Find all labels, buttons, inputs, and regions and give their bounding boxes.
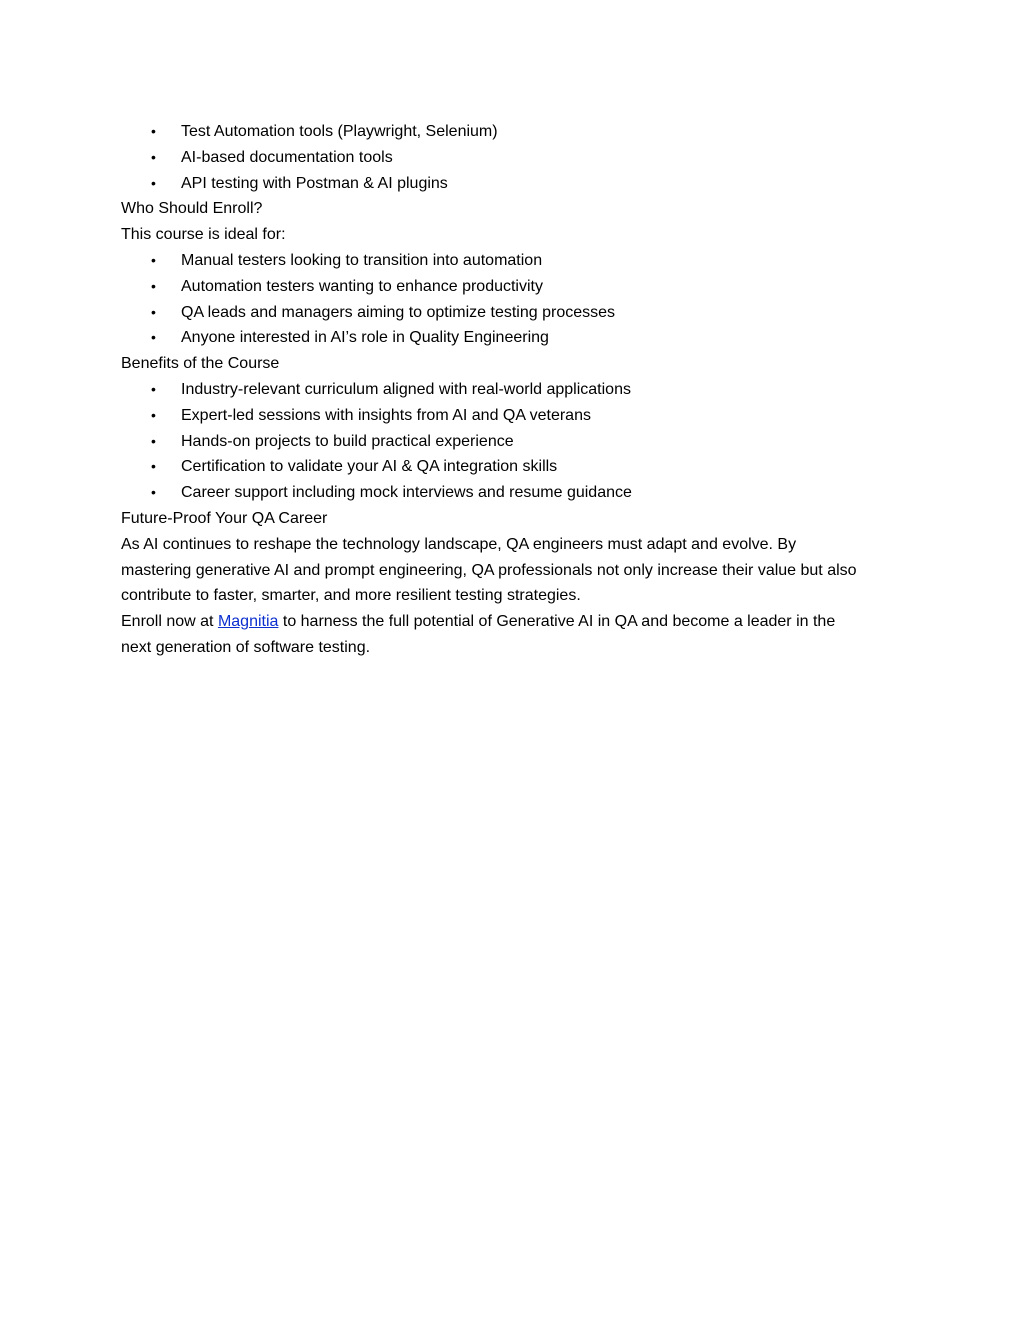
- list-item-text: Career support including mock interviews and resume guidance: [181, 484, 632, 502]
- list-item-text: Industry-relevant curriculum aligned with real-world applications: [181, 380, 631, 398]
- list-item: [121, 274, 911, 300]
- enroll-line-1: [121, 609, 911, 635]
- list-item-text: AI-based documentation tools: [181, 148, 393, 166]
- document-content: [121, 119, 911, 661]
- bullet-icon: •: [151, 458, 156, 475]
- list-item: [121, 480, 911, 506]
- list-item: [121, 325, 911, 351]
- future-text-line-3: contribute to faster, smarter, and more resilient testing strategies.: [121, 587, 581, 605]
- magnitia-link[interactable]: Magnitia: [217, 613, 279, 631]
- list-item: [121, 119, 911, 145]
- list-item: [121, 248, 911, 274]
- benefits-heading: Benefits of the Course: [121, 355, 280, 373]
- list-item-text: Automation testers wanting to enhance productivity: [181, 277, 543, 295]
- bullet-icon: •: [151, 277, 156, 294]
- benefits-list: [121, 377, 911, 506]
- list-item-text: Anyone interested in AI’s role in Quality Engineering: [181, 329, 549, 347]
- list-item: [121, 403, 911, 429]
- list-item: [121, 377, 911, 403]
- future-heading: Future-Proof Your QA Career: [121, 509, 328, 527]
- bullet-icon: •: [151, 303, 156, 320]
- enroll-suffix: to harness the full potential of Generative AI in QA and become a leader in the: [278, 613, 836, 631]
- list-item-text: Expert-led sessions with insights from AI and QA veterans: [181, 406, 591, 424]
- bullet-icon: •: [151, 174, 156, 191]
- list-item: [121, 300, 911, 326]
- list-item-text: QA leads and managers aiming to optimize testing processes: [181, 303, 616, 321]
- list-item: [121, 454, 911, 480]
- bullet-icon: •: [151, 251, 156, 268]
- list-item-text: API testing with Postman & AI plugins: [181, 174, 448, 192]
- bullet-icon: •: [151, 329, 156, 346]
- tools-list: [121, 119, 911, 196]
- list-item-text: Certification to validate your AI & QA integration skills: [181, 458, 558, 476]
- who-heading: Who Should Enroll?: [121, 200, 263, 218]
- future-text-line-2: mastering generative AI and prompt engineering, QA professionals not only increase their value but also: [121, 561, 857, 579]
- bullet-icon: •: [151, 406, 156, 423]
- enroll-prefix: Enroll now at: [121, 613, 218, 631]
- who-intro: This course is ideal for:: [121, 226, 286, 244]
- list-item-text: Manual testers looking to transition into automation: [181, 251, 543, 269]
- bullet-icon: •: [151, 380, 156, 397]
- bullet-icon: •: [151, 432, 156, 449]
- list-item: [121, 171, 911, 197]
- bullet-icon: •: [151, 484, 156, 501]
- audience-list: [121, 248, 911, 351]
- enroll-line-2: next generation of software testing.: [121, 638, 371, 656]
- list-item: [121, 145, 911, 171]
- list-item-text: Test Automation tools (Playwright, Selenium): [181, 123, 498, 140]
- future-text-line-1: As AI continues to reshape the technology landscape, QA engineers must adapt and evolve. By: [121, 535, 797, 553]
- bullet-icon: •: [151, 148, 156, 165]
- list-item-text: Hands-on projects to build practical experience: [181, 432, 514, 450]
- list-item: [121, 429, 911, 455]
- bullet-icon: •: [151, 123, 156, 139]
